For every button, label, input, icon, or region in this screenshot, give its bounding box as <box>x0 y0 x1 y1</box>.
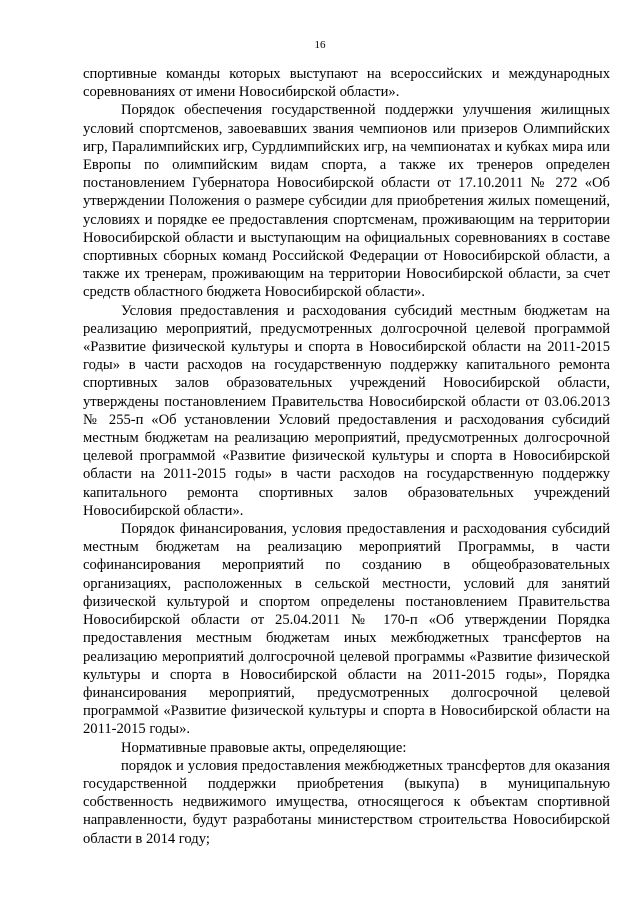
page-number: 16 <box>314 39 326 51</box>
paragraph-housing-support: Порядок обеспечения государственной поддержки улучшения жилищных условий спортсменов, завоевавших звания чемпионов или призеров Олимпийских игр, Паралимпийских игр, Сурдлимпийских игр, на чемпионатах и кубках мира или Европы по олимпийским видам спорта, а также их тренеров определен постановлением Губернатора Новосибирской области от 17.10.2011 № 272 «Об утверждении Положения о размере субсидии для приобретения жилых помещений, условиях и порядке ее предоставления спортсменам, проживающим на территории Новосибирской области и выступающим на официальных соревнованиях в составе спортивных сборных команд Российской Федерации от Новосибирской области, а также их тренерам, проживающим на территории Новосибирской области, за счет средств областного бюджета Новосибирской области». <box>83 102 610 301</box>
document-body <box>83 65 610 848</box>
paragraph-financing-procedure: Порядок финансирования, условия предоставления и расходования субсидий местным бюджетам на реализацию мероприятий Программы, в части софинансирования мероприятий по созданию в общеобразовательных организациях, расположенных в сельской местности, условий для занятий физической культурой и спортом определены постановлением Правительства Новосибирской области от 25.04.2011 № 170-п «Об утверждении Порядка предоставления местным бюджетам иных межбюджетных трансфертов на реализацию мероприятий долгосрочной целевой программы «Развитие физической культуры и спорта в Новосибирской области на 2011-2015 годы», Порядка финансирования мероприятий, предусмотренных долгосрочной целевой программой «Развитие физической культуры и спорта в Новосибирской области на 2011-2015 годы». <box>83 521 610 738</box>
paragraph-transfers-procedure: порядок и условия предоставления межбюджетных трансфертов для оказания государственной поддержки приобретения (выкупа) в муниципальную собственность недвижимого имущества, относящегося к объектам спортивной направленности, будут разработаны министерством строительства Новосибирской области в 2014 году; <box>83 757 610 847</box>
paragraph-gym-repair-subsidies: Условия предоставления и расходования субсидий местным бюджетам на реализацию мероприятий, предусмотренных долгосрочной целевой программой «Развитие физической культуры и спорта в Новосибирской области на 2011-2015 годы» в части расходов на государственную поддержку капитального ремонта спортивных залов образовательных учреждений Новосибирской области, утверждены постановлением Правительства Новосибирской области от 03.06.2013 № 255-п «Об установлении Условий предоставления и расходования субсидий местным бюджетам на реализацию мероприятий, предусмотренных долгосрочной целевой программой «Развитие физической культуры и спорта в Новосибирской области на 2011-2015 годы» в части расходов на государственную поддержку капитального ремонта спортивных залов образовательных учреждений Новосибирской области». <box>83 302 610 519</box>
paragraph-continuation: спортивные команды которых выступают на всероссийских и международных соревнованиях от имени Новосибирской области». <box>83 66 610 101</box>
paragraph-normative-acts: Нормативные правовые акты, определяющие: <box>121 739 407 756</box>
